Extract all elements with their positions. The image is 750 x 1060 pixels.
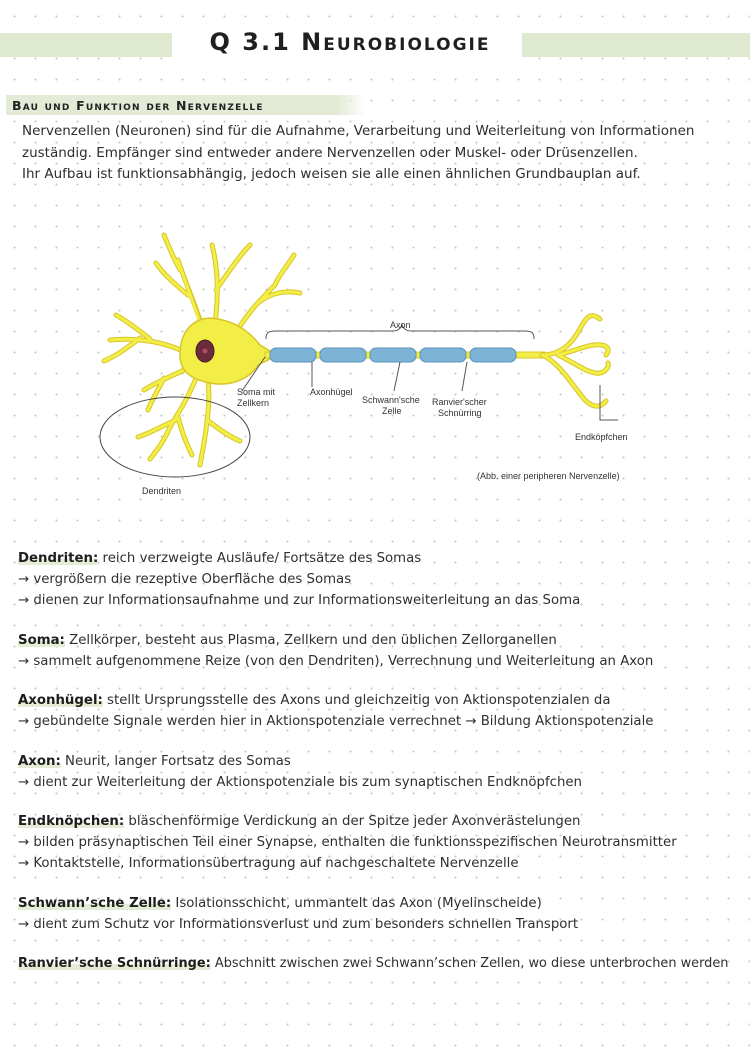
definition-line: → gebündelte Signale werden hier in Aktionspotenziale verrechnet → Bildung Aktionspotenziale — [18, 714, 654, 729]
neuron-diagram — [80, 215, 660, 515]
definition-line: → sammelt aufgenommene Reize (von den Dendriten), Verrechnung und Weiterleitung an Axon — [18, 653, 654, 669]
intro-line: Ihr Aufbau ist funktionsabhängig, jedoch weisen sie alle einen ähnlichen Grundbauplan auf. — [22, 166, 641, 182]
term-label: Ranvier’sche Schnürringe: — [18, 956, 211, 971]
definition-line: → dienen zur Informationsaufnahme und zur Informationsweiterleitung an das Soma — [18, 593, 581, 608]
term-text: Isolationsschicht, ummantelt das Axon (Myelinscheide) — [171, 895, 542, 911]
definition-line: → bilden präsynaptischen Teil einer Synapse, enthalten die funktionsspezifischen Neurotransmitter — [18, 835, 677, 850]
page-title: Q 3.1 Neurobiologie — [209, 28, 491, 56]
term-label: Endknöpchen: — [18, 814, 125, 829]
label-axon: Axon — [390, 320, 411, 330]
definition-line: → dient zum Schutz vor Informationsverlust und zum besonders schnellen Transport — [18, 916, 579, 932]
definition-endknoepchen — [18, 811, 748, 874]
label-schwann-1: Schwann'sche — [362, 395, 420, 405]
definition-line: → vergrößern die rezeptive Oberfläche des Somas — [18, 572, 352, 587]
axon-terminals — [542, 316, 609, 407]
definition-axonhuegel — [18, 690, 748, 732]
definition-schwann — [18, 893, 748, 935]
definition-ranvier — [18, 953, 748, 974]
definition-line: → Kontaktstelle, Informationsübertragung auf nachgeschaltete Nervenzelle — [18, 856, 519, 871]
section-heading-band — [6, 95, 366, 115]
label-soma-1: Soma mit — [237, 387, 276, 397]
figure-caption: (Abb. einer peripheren Nervenzelle) — [477, 471, 620, 481]
label-dendriten: Dendriten — [142, 486, 182, 496]
intro-line: zuständig. Empfänger sind entweder andere Nervenzellen oder Muskel- oder Drüsenzellen. — [22, 144, 638, 161]
intro-line: Nervenzellen (Neuronen) sind für die Aufnahme, Verarbeitung und Weiterleitung von Informationen — [22, 123, 695, 139]
term-label: Axon: — [18, 753, 61, 769]
section-heading: Bau und Funktion der Nervenzelle — [12, 98, 264, 113]
term-text: Neurit, langer Fortsatz des Somas — [60, 753, 291, 769]
term-text: Zellkörper, besteht aus Plasma, Zellkern und den üblichen Zellorganellen — [64, 632, 557, 648]
label-schwann-2: Zelle — [382, 406, 402, 416]
term-text: Abschnitt zwischen zwei Schwann’schen Zellen, wo diese unterbrochen werden — [210, 956, 729, 971]
term-label: Schwann’sche Zelle: — [18, 895, 172, 911]
label-endknoepfchen: Endköpfchen — [575, 432, 628, 442]
definition-dendriten — [18, 548, 748, 611]
term-text: reich verzweigte Ausläufe/ Fortsätze des Somas — [98, 551, 422, 566]
definitions-list — [18, 548, 748, 993]
myelin-sheaths — [270, 348, 516, 362]
term-label: Dendriten: — [18, 551, 99, 566]
neuron-figure — [80, 215, 660, 515]
label-ranvier-1: Ranvier'scher — [432, 397, 487, 407]
term-text: bläschenförmige Verdickung an der Spitze jeder Axonverästelungen — [124, 814, 581, 829]
term-text: stellt Ursprungsstelle des Axons und gleichzeitig von Aktionspotenzialen da — [102, 693, 611, 708]
term-label: Soma: — [18, 632, 65, 648]
intro-paragraph — [22, 121, 732, 186]
term-label: Axonhügel: — [18, 693, 103, 708]
label-soma-2: Zellkern — [237, 398, 270, 408]
definition-axon — [18, 751, 748, 793]
definition-soma — [18, 630, 748, 672]
label-axonhuegel: Axonhügel — [310, 387, 353, 397]
definition-line: → dient zur Weiterleitung der Aktionspotenziale bis zum synaptischen Endknöpfchen — [18, 774, 582, 790]
label-ranvier-2: Schnürring — [438, 408, 482, 418]
soma-shape — [180, 318, 270, 384]
